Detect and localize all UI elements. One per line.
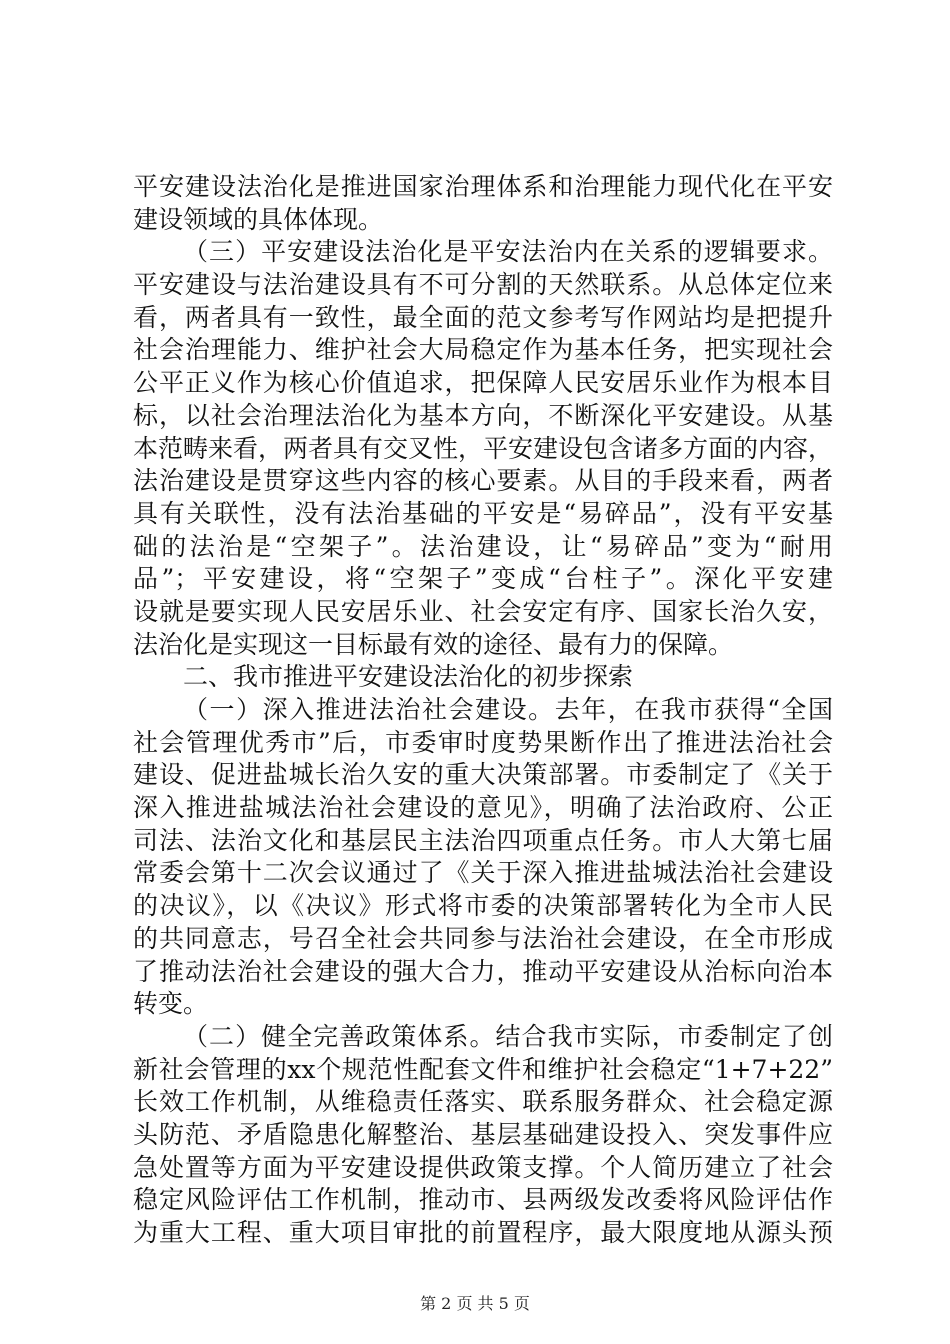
text-line: （二）健全完善政策体系。结合我市实际，市委制定了创 [183, 1021, 833, 1051]
text-line: 的决议》，以《决议》形式将市委的决策部署转化为全市人民 [133, 891, 833, 921]
text-line: 建设、促进盐城长治久安的重大决策部署。市委制定了《关于 [133, 760, 833, 790]
document-body [133, 171, 833, 1250]
text-line: 头防范、矛盾隐患化解整治、基层基础建设投入、突发事件应 [133, 1119, 833, 1149]
text-line: 转变。 [133, 989, 209, 1019]
text-line: 深入推进盐城法治社会建设的意见》，明确了法治政府、公正 [133, 793, 833, 823]
text-line: 司法、法治文化和基层民主法治四项重点任务。市人大第七届 [133, 825, 833, 855]
text-line: 标，以社会治理法治化为基本方向，不断深化平安建设。从基 [133, 400, 833, 430]
text-line: （三）平安建设法治化是平安法治内在关系的逻辑要求。 [183, 237, 833, 267]
text-line: 法治化是实现这一目标最有效的途径、最有力的保障。 [133, 629, 734, 659]
text-line: 稳定风险评估工作机制，推动市、县两级发改委将风险评估作 [133, 1185, 833, 1215]
text-line: （一）深入推进法治社会建设。去年，在我市获得“全国 [183, 695, 833, 724]
text-line: 为重大工程、重大项目审批的前置程序，最大限度地从源头预 [133, 1218, 833, 1247]
text-line: 平安建设与法治建设具有不可分割的天然联系。从总体定位来 [133, 270, 833, 300]
page-footer: 第 2 页 共 5 页 [420, 1294, 530, 1313]
text-line: 设就是要实现人民安居乐业、社会安定有序、国家长治久安， [133, 596, 833, 626]
text-line: 品”；平安建设，将“空架子”变成“台柱子”。深化平安建 [133, 564, 833, 594]
text-line: 了推动法治社会建设的强大合力，推动平安建设从治标向治本 [133, 956, 833, 986]
text-line: 急处置等方面为平安建设提供政策支撑。个人简历建立了社会 [133, 1152, 833, 1182]
text-line: 公平正义作为核心价值追求，把保障人民安居乐业作为根本目 [133, 368, 833, 398]
text-line: 平安建设法治化是推进国家治理体系和治理能力现代化在平安 [133, 172, 833, 201]
text-line: 看，两者具有一致性，最全面的范文参考写作网站均是把提升 [133, 302, 833, 332]
text-line: 社会管理优秀市”后，市委审时度势果断作出了推进法治社会 [133, 727, 833, 757]
text-line: 常委会第十二次会议通过了《关于深入推进盐城法治社会建设 [133, 858, 833, 888]
text-line: 建设领域的具体体现。 [133, 204, 384, 234]
text-line: 的共同意志，号召全社会共同参与法治社会建设，在全市形成 [133, 923, 833, 953]
text-line: 具有关联性，没有法治基础的平安是“易碎品”，没有平安基 [133, 498, 833, 528]
text-line: 社会治理能力、维护社会大局稳定作为基本任务，把实现社会 [133, 335, 833, 365]
text-line: 本范畴来看，两者具有交叉性，平安建设包含诸多方面的内容， [133, 433, 834, 463]
text-line: 二、我市推进平安建设法治化的初步探索 [183, 662, 634, 692]
text-line: 长效工作机制，从维稳责任落实、联系服务群众、社会稳定源 [133, 1087, 833, 1117]
text-line: 法治建设是贯穿这些内容的核心要素。从目的手段来看，两者 [133, 466, 833, 496]
text-line: 础的法治是“空架子”。法治建设，让“易碎品”变为“耐用 [133, 531, 833, 561]
text-line: 新社会管理的xx个规范性配套文件和维护社会稳定“1+7+22” [133, 1054, 833, 1084]
